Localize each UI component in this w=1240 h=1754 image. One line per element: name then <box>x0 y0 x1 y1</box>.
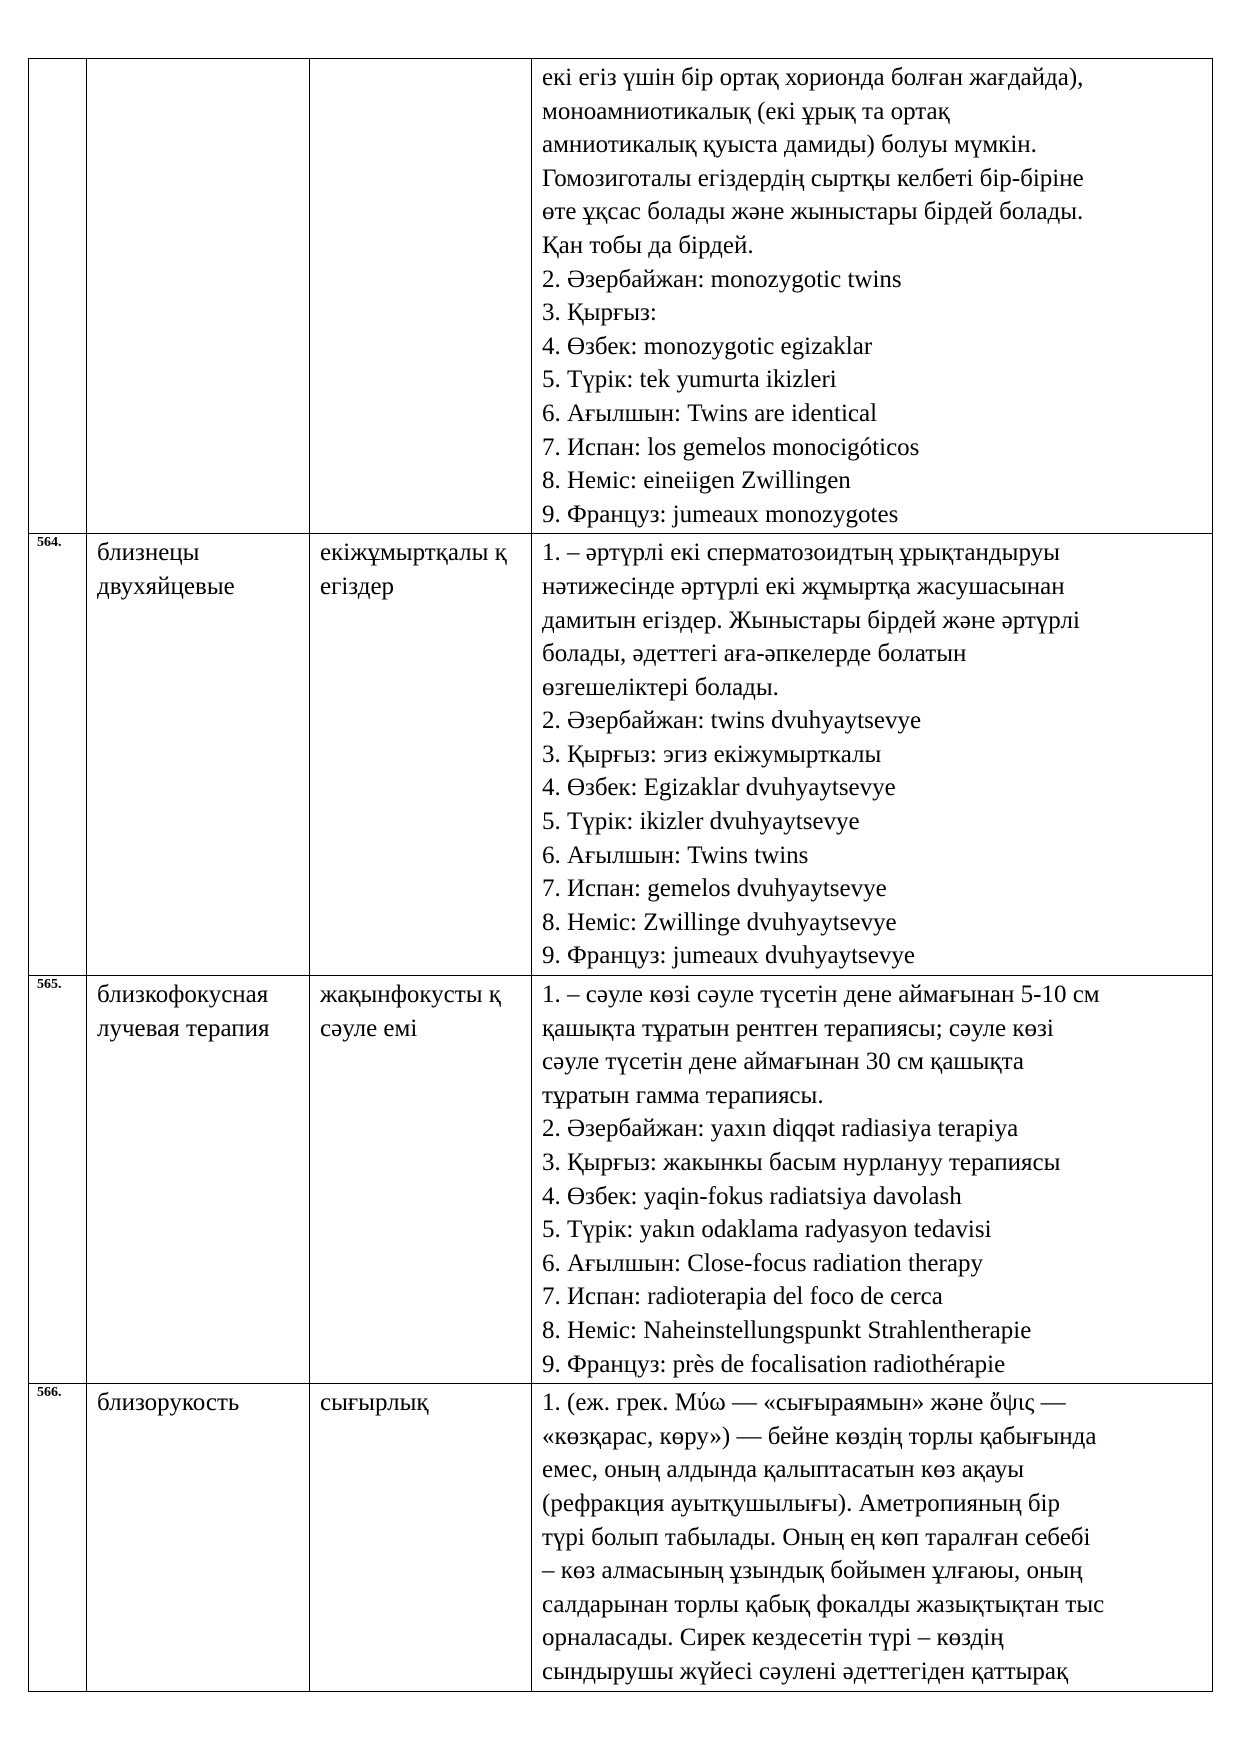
kazakh-term-cell <box>310 1384 532 1691</box>
russian-term: близорукость <box>97 1389 240 1417</box>
definition-cell <box>532 534 1213 976</box>
definition-line: (рефракция ауытқушылығы). Аметропияның бір <box>542 1489 1060 1517</box>
translation-line: 7. Испан: radioterapia del foco de cerca <box>542 1283 943 1311</box>
translation-line: 4. Өзбек: yaqin-fokus radiatsiya davolash <box>542 1182 962 1210</box>
translation-line: 2. Әзербайжан: twins dvuhyaytsevye <box>542 707 922 735</box>
entry-number: 564. <box>37 535 62 551</box>
definition-line: 1. (еж. грек. Μύω — «сығыраямын» және ὄψις — <box>542 1389 1066 1417</box>
definition-line: нәтижесінде әртүрлі екі жұмыртқа жасушасынан <box>542 572 1065 600</box>
dictionary-table <box>28 58 1213 1692</box>
dictionary-table-body <box>29 59 1213 1692</box>
definition-line: моноамниотикалық (екі ұрық та ортақ <box>542 97 950 125</box>
definition-line: түрі болып табылады. Оның ең көп таралған себебі <box>542 1523 1091 1551</box>
definition-line: Қан тобы да бірдей. <box>542 231 754 259</box>
table-row <box>29 1384 1213 1691</box>
entry-number-cell <box>29 1384 87 1691</box>
translation-line: 7. Испан: gemelos dvuhyaytsevye <box>542 875 887 903</box>
kazakh-term: екіжұмыртқалы қ егіздер <box>320 539 507 600</box>
translation-line: 7. Испан: los gemelos monocigóticos <box>542 433 920 461</box>
definition-line: – көз алмасының ұзындық бойымен ұлғаюы, оның <box>542 1557 1083 1585</box>
definition-cell <box>532 1384 1213 1691</box>
translation-line: 9. Француз: près de focalisation radiothérapie <box>542 1350 1006 1378</box>
kazakh-term: жақынфокусты қ сәуле емі <box>320 981 501 1042</box>
definition-line: Гомозиготалы егіздердің сыртқы келбеті бір-біріне <box>542 164 1084 192</box>
table-row <box>29 59 1213 534</box>
translation-line: 3. Қырғыз: жакынкы басым нурлануу терапиясы <box>542 1149 1061 1176</box>
translation-line: 9. Француз: jumeaux dvuhyaytsevye <box>542 942 915 970</box>
russian-term: близкофокусная лучевая терапия <box>97 981 270 1042</box>
definition-line: орналасады. Сирек кездесетін түрі – көздің <box>542 1624 1004 1652</box>
translation-line: 6. Ағылшын: Twins twins <box>542 841 809 869</box>
translation-line: 2. Әзербайжан: yaxın diqqət radiasiya terapiya <box>542 1115 1019 1143</box>
definition-line: сындырушы жүйесі сәулені әдеттегіден қаттырақ <box>542 1657 1069 1685</box>
definition-line: «көзқарас, көру») — бейне көздің торлы қабығында <box>542 1422 1097 1450</box>
definition-line: амниотикалық қуыста дамиды) болуы мүмкін. <box>542 131 1037 159</box>
translation-line: 6. Ағылшын: Close-focus radiation therapy <box>542 1249 983 1277</box>
definition-line: екі егіз үшін бір ортақ хорионда болған жағдайда), <box>542 64 1084 91</box>
translation-line: 4. Өзбек: Egizaklar dvuhyaytsevye <box>542 774 896 802</box>
translation-line: 8. Неміс: Zwillinge dvuhyaytsevye <box>542 908 897 936</box>
table-row <box>29 534 1213 976</box>
translation-line: 4. Өзбек: monozygotic egizaklar <box>542 332 873 360</box>
entry-number: 566. <box>37 1385 62 1401</box>
definition-line: өзгешеліктері болады. <box>542 673 779 701</box>
translation-line: 6. Ағылшын: Twins are identical <box>542 399 878 427</box>
definition-cell <box>532 976 1213 1384</box>
translation-line: 3. Қырғыз: эгиз екіжумырткалы <box>542 740 882 768</box>
kazakh-term: сығырлық <box>320 1389 429 1417</box>
entry-number-cell <box>29 534 87 976</box>
translation-line: 3. Қырғыз: <box>542 299 657 327</box>
translation-line: 8. Неміс: Naheinstellungspunkt Strahlentherapie <box>542 1316 1032 1344</box>
russian-term-cell <box>87 59 310 534</box>
definition-line: дамитын егіздер. Жыныстары бірдей және әртүрлі <box>542 606 1080 634</box>
russian-term: близнецы двухяйцевые <box>97 539 235 600</box>
entry-number-cell <box>29 59 87 534</box>
definition-line: өте ұқсас болады және жыныстары бірдей болады. <box>542 198 1084 226</box>
translation-line: 5. Түрік: tek yumurta ikizleri <box>542 366 837 394</box>
kazakh-term-cell <box>310 59 532 534</box>
translation-line: 5. Түрік: yakın odaklama radyasyon tedavisi <box>542 1216 992 1244</box>
definition-line: тұратын гамма терапиясы. <box>542 1081 824 1109</box>
entry-number: 565. <box>37 977 62 993</box>
definition-line: емес, оның алдында қалыптасатын көз ақауы <box>542 1456 1025 1484</box>
russian-term-cell <box>87 976 310 1384</box>
kazakh-term-cell <box>310 534 532 976</box>
translation-line: 9. Француз: jumeaux monozygotes <box>542 500 899 528</box>
russian-term-cell <box>87 534 310 976</box>
definition-cell <box>532 59 1213 534</box>
definition-line: қашықта тұратын рентген терапиясы; сәуле көзі <box>542 1014 1054 1042</box>
kazakh-term-cell <box>310 976 532 1384</box>
definition-line: сәуле түсетін дене аймағынан 30 см қашықта <box>542 1048 1024 1076</box>
russian-term-cell <box>87 1384 310 1691</box>
translation-line: 8. Неміс: eineiigen Zwillingen <box>542 467 851 495</box>
definition-line: салдарынан торлы қабық фокалды жазықтықтан тыс <box>542 1590 1105 1618</box>
translation-line: 5. Түрік: ikizler dvuhyaytsevye <box>542 808 860 836</box>
translation-line: 2. Әзербайжан: monozygotic twins <box>542 265 902 293</box>
definition-line: 1. – сәуле көзі сәуле түсетін дене аймағынан 5-10 см <box>542 981 1100 1009</box>
definition-line: болады, әдеттегі аға-әпкелерде болатын <box>542 640 967 668</box>
entry-number-cell <box>29 976 87 1384</box>
table-row <box>29 976 1213 1384</box>
definition-line: 1. – әртүрлі екі сперматозоидтың ұрықтандыруы <box>542 539 1060 567</box>
